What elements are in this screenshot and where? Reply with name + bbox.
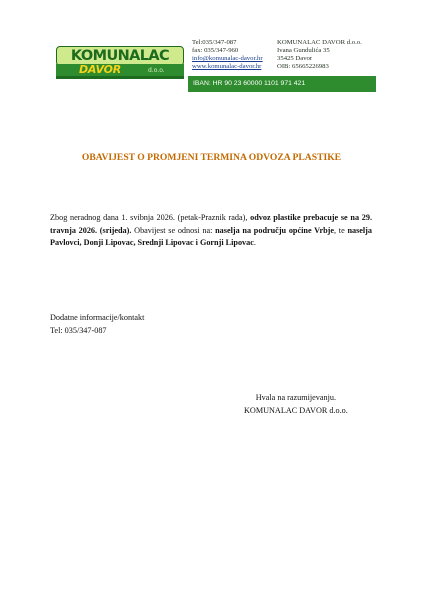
contact-column-right [277, 39, 362, 71]
contact-fax: fax: 035/347-960 [192, 46, 239, 54]
contact-tel: Tel:035/347-087 [192, 39, 237, 46]
notice-title: OBAVIJEST O PROMJENI TERMINA ODVOZA PLASTIKE [81, 152, 342, 163]
contact-info-phone: Tel: 035/347-087 [50, 325, 107, 335]
company-oib: OIB: 65665226983 [277, 62, 329, 70]
iban-text: IBAN: HR 90 23 60000 1101 971 421 [193, 80, 306, 87]
contact-column-left [192, 39, 263, 71]
notice-body-segment: , te [334, 225, 348, 235]
closing-thanks: Hvala na razumijevanju. [255, 393, 337, 402]
notice-body-segment: Zbog neradnog dana 1. svibnja 2026. (petak-Praznik rada), [50, 213, 251, 222]
contact-info-block [50, 312, 144, 337]
logo-bar [56, 64, 184, 76]
logo-name: KOMUNALAC [70, 48, 170, 64]
notice-body [50, 212, 372, 250]
notice-body-segment: Obavijest se odnosi na: [131, 225, 216, 235]
logo-sub: DAVOR [79, 63, 122, 76]
notice-body-segment: . [253, 238, 256, 247]
closing-block [244, 392, 348, 417]
company-city: 35425 Davor [277, 54, 313, 62]
closing-signature: KOMUNALAC DAVOR d.o.o. [244, 405, 348, 415]
company-name: KOMUNALAC DAVOR d.o.o. [277, 39, 362, 46]
notice-body-bold-segment: naselja Pavlovci, Donji Lipovac, Srednji Lipovac i Gornji Lipovac [50, 225, 372, 247]
iban-bar [188, 76, 376, 92]
contact-email-link[interactable]: info@komunalac-davor.hr [192, 54, 263, 62]
contact-web-link[interactable]: www.komunalac-davor.hr [192, 62, 262, 70]
company-street: Ivana Gundulića 35 [277, 46, 330, 54]
logo-base-stripe [56, 76, 184, 79]
notice-body-bold-segment: naselja na području općine Vrbje [215, 225, 335, 235]
notice-body-bold-segment: odvoz plastike prebacuje se na 29. travnja 2026. (srijeda). [50, 213, 372, 235]
logo-suffix: d.o.o. [148, 67, 165, 74]
contact-info-label: Dodatne informacije/kontakt [50, 313, 145, 322]
company-logo [56, 46, 184, 79]
